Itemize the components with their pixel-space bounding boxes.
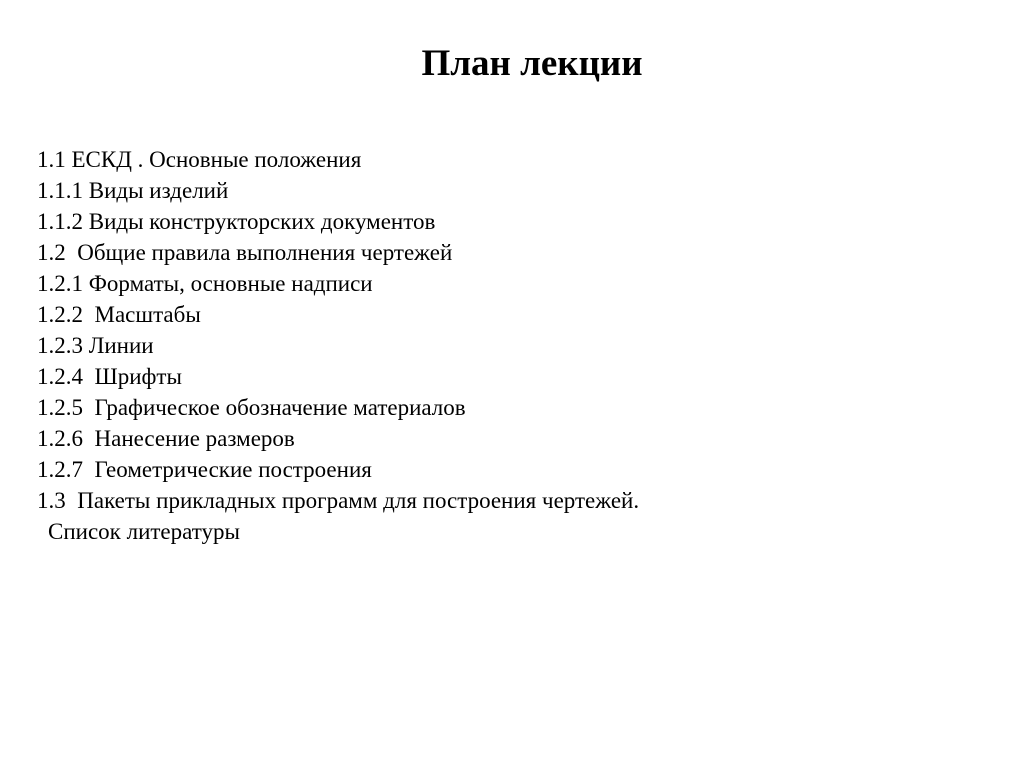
outline-item: 1.1.2 Виды конструкторских документов (37, 209, 436, 234)
outline-item-references: Список литературы (48, 519, 240, 544)
outline-item: 1.2 Общие правила выполнения чертежей (37, 240, 453, 265)
outline-item: 1.2.5 Графическое обозначение материалов (37, 395, 466, 420)
outline-item: 1.2.1 Форматы, основные надписи (37, 271, 373, 296)
lecture-outline (37, 144, 639, 547)
outline-item: 1.2.2 Масштабы (37, 302, 201, 327)
outline-item: 1.1.1 Виды изделий (37, 178, 229, 203)
slide-title: План лекции (421, 43, 643, 84)
outline-item: 1.2.3 Линии (37, 333, 154, 358)
outline-item: 1.2.7 Геометрические построения (37, 457, 372, 482)
outline-item: 1.1 ЕСКД . Основные положения (37, 147, 362, 172)
outline-item: 1.2.6 Нанесение размеров (37, 426, 295, 451)
outline-item: 1.2.4 Шрифты (37, 364, 182, 389)
outline-item: 1.3 Пакеты прикладных программ для построения чертежей. (37, 488, 640, 513)
